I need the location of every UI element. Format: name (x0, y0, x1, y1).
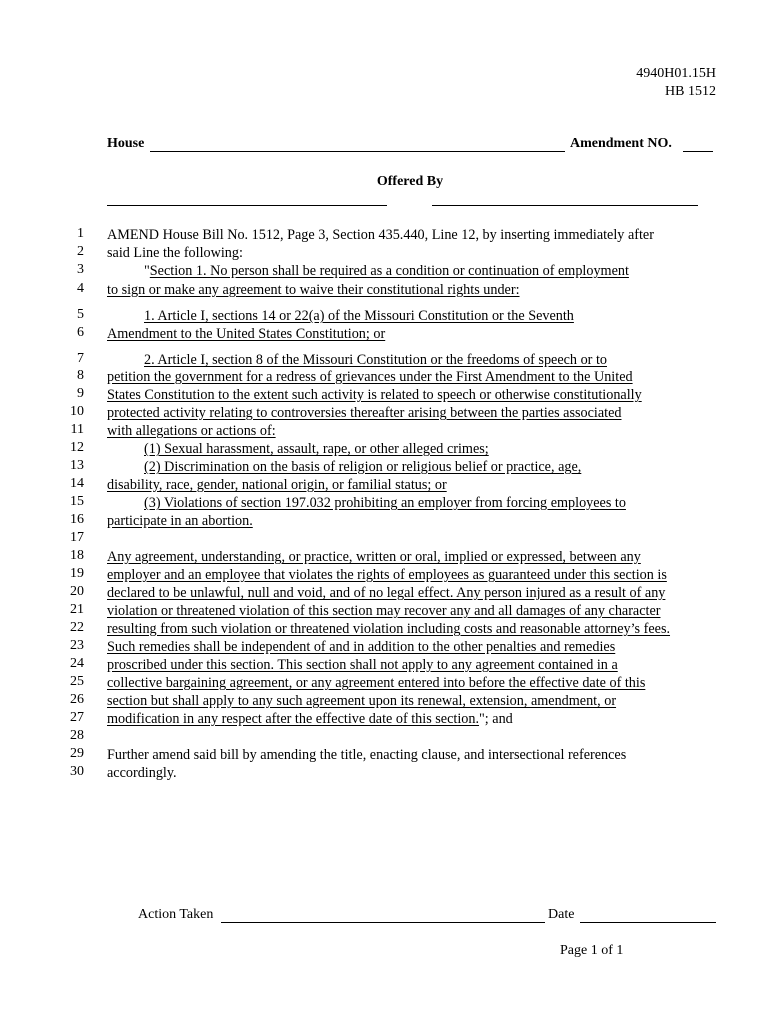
line-number: 26 (70, 692, 84, 707)
line-number: 17 (70, 530, 84, 545)
closing-text: "; and (479, 711, 513, 727)
body-line (107, 602, 661, 620)
inserted-text: protected activity relating to controversies thereafter arising between the parties associated (107, 405, 622, 421)
body-line (107, 512, 253, 530)
line-number: 14 (70, 476, 84, 491)
body-line (107, 746, 626, 764)
line-number: 7 (77, 351, 84, 366)
body-line (107, 620, 670, 638)
body-line (107, 281, 520, 299)
line-number: 24 (70, 656, 84, 671)
inserted-text: with allegations or actions of: (107, 423, 276, 439)
date-blank (580, 922, 716, 923)
body-line (107, 548, 641, 566)
bill-number: HB 1512 (665, 84, 716, 99)
inserted-text: modification in any respect after the effective date of this section. (107, 711, 480, 727)
inserted-text: declared to be unlawful, null and void, and of no legal effect. Any person injured as a result of any (107, 585, 666, 601)
amendment-number-label: Amendment NO. (570, 136, 672, 151)
body-line (144, 307, 574, 325)
line-number: 12 (70, 440, 84, 455)
line-number: 11 (70, 422, 84, 437)
body-line (144, 351, 607, 369)
line-number: 16 (70, 512, 84, 527)
house-label: House (107, 136, 145, 151)
inserted-text: to sign or make any agreement to waive their constitutional rights under: (107, 282, 520, 298)
line-number: 30 (70, 764, 84, 779)
inserted-text: participate in an abortion. (107, 513, 253, 529)
offered-by-label: Offered By (376, 174, 444, 189)
inserted-text: collective bargaining agreement, or any agreement entered into before the effective date of this (107, 675, 646, 691)
inserted-text: disability, race, gender, national origin, or familial status; or (107, 477, 447, 493)
action-taken-label: Action Taken (138, 907, 214, 922)
inserted-text: 2. Article I, section 8 of the Missouri Constitution or the freedoms of speech or to (144, 352, 607, 368)
line-number: 8 (77, 368, 84, 383)
body-line (107, 404, 621, 422)
line-number: 3 (77, 262, 84, 277)
body-line (107, 422, 276, 440)
body-line (107, 368, 633, 386)
inserted-text: proscribed under this section. This section shall not apply to any agreement contained in a (107, 657, 618, 673)
body-line (107, 244, 243, 262)
body-text: AMEND House Bill No. 1512, Page 3, Section 435.440, Line 12, by inserting immediately after (107, 227, 654, 243)
body-line (107, 764, 177, 782)
line-number: 9 (77, 386, 84, 401)
line-number: 2 (77, 244, 84, 259)
body-line (107, 566, 667, 584)
body-line (107, 584, 665, 602)
action-taken-blank (221, 922, 545, 923)
body-line (107, 325, 385, 343)
line-number: 5 (77, 307, 84, 322)
body-line (107, 692, 616, 710)
offered-by-blank-right (432, 205, 698, 206)
body-line (107, 710, 513, 728)
line-number: 18 (70, 548, 84, 563)
line-number: 25 (70, 674, 84, 689)
inserted-text: (3) Violations of section 197.032 prohibiting an employer from forcing employees to (144, 495, 626, 511)
body-line (107, 226, 654, 244)
body-line (107, 656, 618, 674)
line-number: 1 (77, 226, 84, 241)
inserted-text: resulting from such violation or threatened violation including costs and reasonable attorney’s fees. (107, 621, 671, 637)
line-number: 10 (70, 404, 84, 419)
body-line (107, 674, 645, 692)
line-number: 13 (70, 458, 84, 473)
amendment-number-blank (683, 151, 713, 152)
line-number: 6 (77, 325, 84, 340)
body-line (107, 638, 615, 656)
house-blank-line (150, 151, 565, 152)
inserted-text: (1) Sexual harassment, assault, rape, or other alleged crimes; (144, 441, 489, 457)
inserted-text: 1. Article I, sections 14 or 22(a) of the Missouri Constitution or the Seventh (144, 308, 574, 324)
inserted-text: Section 1. No person shall be required as a condition or continuation of employment (149, 263, 629, 279)
body-text: said Line the following: (107, 245, 243, 261)
body-line (144, 262, 629, 280)
body-text: accordingly. (107, 765, 177, 781)
inserted-text: States Constitution to the extent such activity is related to speech or otherwise constitutionally (107, 387, 642, 403)
line-number: 20 (70, 584, 84, 599)
line-number: 15 (70, 494, 84, 509)
line-number: 29 (70, 746, 84, 761)
line-number: 27 (70, 710, 84, 725)
body-line (107, 386, 642, 404)
line-number: 4 (77, 281, 84, 296)
inserted-text: petition the government for a redress of grievances under the First Amendment to the United (107, 369, 633, 385)
line-number: 19 (70, 566, 84, 581)
inserted-text: Such remedies shall be independent of and in addition to the other penalties and remedies (107, 639, 616, 655)
inserted-text: section but shall apply to any such agreement upon its renewal, extension, amendment, or (107, 693, 617, 709)
inserted-text: violation or threatened violation of this section may recover any and all damages of any character (107, 603, 661, 619)
date-label: Date (548, 907, 575, 922)
line-number: 21 (70, 602, 84, 617)
page-number: Page 1 of 1 (560, 943, 624, 958)
body-line (144, 440, 489, 458)
inserted-text: employer and an employee that violates the rights of employees as guaranteed under this section is (107, 567, 667, 583)
body-line (144, 494, 626, 512)
inserted-text: Amendment to the United States Constitution; or (107, 326, 386, 342)
inserted-text: (2) Discrimination on the basis of religion or religious belief or practice, age, (144, 459, 582, 475)
document-code: 4940H01.15H (636, 66, 716, 81)
body-line (144, 458, 581, 476)
offered-by-blank-left (107, 205, 387, 206)
body-text: Further amend said bill by amending the title, enacting clause, and intersectional references (107, 747, 627, 763)
body-line (107, 476, 447, 494)
opening-quote: " (144, 263, 150, 279)
inserted-text: Any agreement, understanding, or practice, written or oral, implied or expressed, between any (107, 549, 641, 565)
line-number: 23 (70, 638, 84, 653)
line-number: 28 (70, 728, 84, 743)
line-number: 22 (70, 620, 84, 635)
